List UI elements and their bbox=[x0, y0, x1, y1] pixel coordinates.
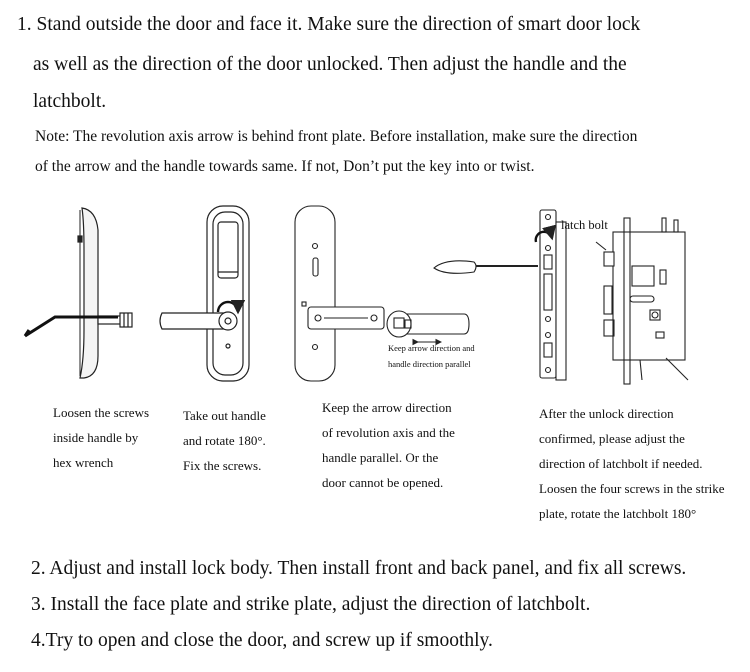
caption-4-line: plate, rotate the latchbolt 180° bbox=[539, 506, 697, 521]
caption-1-line: inside handle by bbox=[53, 430, 139, 445]
caption-1-line: hex wrench bbox=[53, 455, 114, 470]
caption-4-line: direction of latchbolt if needed. bbox=[539, 456, 703, 471]
caption-3-line: door cannot be opened. bbox=[322, 475, 444, 490]
caption-4-line: Loosen the four screws in the strike bbox=[539, 481, 725, 496]
caption-3 bbox=[322, 395, 455, 495]
caption-2 bbox=[183, 403, 266, 478]
caption-3-line: handle parallel. Or the bbox=[322, 450, 439, 465]
caption-2-line: Fix the screws. bbox=[183, 458, 262, 473]
figure-handle-rotate bbox=[160, 206, 249, 381]
caption-3-line: of revolution axis and the bbox=[322, 425, 455, 440]
caption-4-line: confirmed, please adjust the bbox=[539, 431, 685, 446]
note-line2: of the arrow and the handle towards same. If not, Don’t put the key into or twist. bbox=[35, 158, 535, 175]
latch-bolt-label: latch bolt bbox=[561, 218, 608, 232]
caption-2-line: Take out handle bbox=[183, 408, 266, 423]
figure-latchbolt bbox=[434, 210, 688, 384]
step2: 2. Adjust and install lock body. Then install front and back panel, and fix all screws. bbox=[31, 558, 687, 579]
arrow-note-line2: handle direction parallel bbox=[388, 359, 471, 369]
step4: 4.Try to open and close the door, and screw up if smoothly. bbox=[31, 630, 493, 651]
step1-line1: 1. Stand outside the door and face it. Make sure the direction of smart door lock bbox=[17, 14, 641, 35]
figure-hex-wrench bbox=[25, 208, 132, 378]
step1-line3: latchbolt. bbox=[33, 91, 107, 112]
step1-line2: as well as the direction of the door unlocked. Then adjust the handle and the bbox=[33, 54, 627, 75]
caption-3-line: Keep the arrow direction bbox=[322, 400, 452, 415]
figure-revolution-axis bbox=[295, 206, 469, 381]
caption-4-line: After the unlock direction bbox=[539, 406, 674, 421]
caption-2-line: and rotate 180°. bbox=[183, 433, 266, 448]
arrow-note-line1: Keep arrow direction and bbox=[388, 343, 475, 353]
step3: 3. Install the face plate and strike plate, adjust the direction of latchbolt. bbox=[31, 594, 591, 615]
caption-1-line: Loosen the screws bbox=[53, 405, 150, 420]
caption-1 bbox=[53, 400, 149, 475]
note-line1: Note: The revolution axis arrow is behind front plate. Before installation, make sure the direction bbox=[35, 128, 638, 145]
caption-4 bbox=[539, 401, 725, 526]
